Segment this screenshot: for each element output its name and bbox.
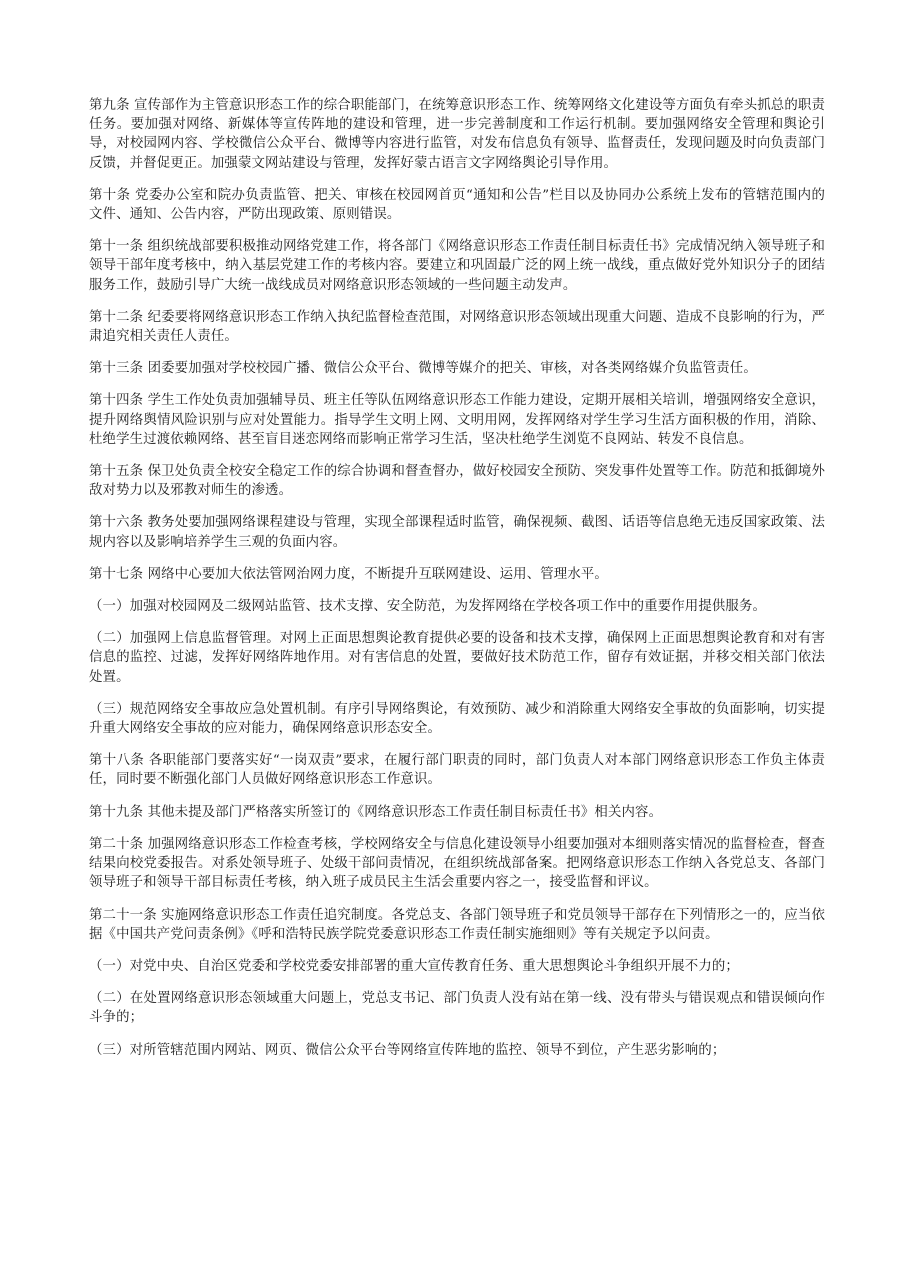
article-17: 第十七条 网络中心要加大依法管网治网力度，不断提升互联网建设、运用、管理水平。 — [89, 566, 608, 582]
article-12: 第十二条 纪委要将网络意识形态工作纳入执纪监督检查范围，对网络意识形态领域出现重大问题、造成不良影响的行为，严肃追究相关责任人责任。 — [89, 309, 825, 345]
article-21: 第二十一条 实施网络意识形态工作责任追究制度。各党总支、各部门领导班子和党员领导干部存在下列情形之一的，应当依据《中国共产党问责条例》《呼和浩特民族学院党委意识形态工作责任制实施细则》等有关规定予以问责。 — [89, 907, 825, 942]
article-9: 第九条 宣传部作为主管意识形态工作的综合职能部门，在统筹意识形态工作、统筹网络文化建设等方面负有牵头抓总的职责任务。要加强对网络、新媒体等宣传阵地的建设和管理，进一步完善制度和工作运行机制。要加强网络安全管理和舆论引导，对校园网内容、学校微信公众平台、微博等内容进行监管，对发布信息负有领导、监督责任，发现问题及时向负责部门反馈，并督促更正。加强蒙文网站建设与管理，发挥好蒙古语言文字网络舆论引导作用。 — [89, 98, 825, 171]
article-10: 第十条 党委办公室和院办负责监管、把关、审核在校园网首页“通知和公告”栏目以及协同办公系统上发布的管辖范围内的文件、通知、公告内容，严防出现政策、原则错误。 — [89, 187, 825, 223]
article-20: 第二十条 加强网络意识形态工作检查考核，学校网络安全与信息化建设领导小组要加强对本细则落实情况的监督检查，督查结果向校党委报告。对系处领导班子、处级干部问责情况，在组织统战部备案。把网络意识形态工作纳入各党总支、各部门领导班子和领导干部目标责任考核，纳入班子成员民主生活会重要内容之一，接受监督和评议。 — [89, 836, 825, 891]
article-19: 第十九条 其他未提及部门严格落实所签订的《网络意识形态工作责任制目标责任书》相关内容。 — [89, 804, 663, 820]
article-17-item-2: （二）加强网上信息监督管理。对网上正面思想舆论教育提供必要的设备和技术支撑，确保网上正面思想舆论教育和对有害信息的监控、过滤，发挥好网络阵地作用。对有害信息的处置，要做好技术防范工作，留存有效证据，并移交相关部门依法处置。 — [89, 631, 825, 685]
article-18: 第十八条 各职能部门要落实好“一岗双责”要求，在履行部门职责的同时，部门负责人对本部门网络意识形态工作负主体责任，同时要不断强化部门人员做好网络意识形态工作意识。 — [89, 753, 825, 788]
article-16: 第十六条 教务处要加强网络课程建设与管理，实现全部课程适时监管，确保视频、截图、话语等信息绝无违反国家政策、法规内容以及影响培养学生三观的负面内容。 — [89, 515, 825, 550]
article-15: 第十五条 保卫处负责全校安全稳定工作的综合协调和督查督办，做好校园安全预防、突发事件处置等工作。防范和抵御境外敌对势力以及邪教对师生的渗透。 — [89, 464, 825, 499]
article-21-item-3: （三）对所管辖范围内网站、网页、微信公众平台等网络宣传阵地的监控、领导不到位，产生恶劣影响的； — [89, 1042, 726, 1058]
article-14: 第十四条 学生工作处负责加强辅导员、班主任等队伍网络意识形态工作能力建设，定期开展相关培训，增强网络安全意识，提升网络舆情风险识别与应对处置能力。指导学生文明上网、文明用网，发挥网络对学生学习生活方面积极的作用，消除、杜绝学生过渡依赖网络、甚至盲目迷恋网络而影响正常学习生活，坚决杜绝学生浏览不良网站、转发不良信息。 — [89, 393, 825, 447]
article-11: 第十一条 组织统战部要积极推动网络党建工作，将各部门《网络意识形态工作责任制目标责任书》完成情况纳入领导班子和领导干部年度考核中，纳入基层党建工作的考核内容。要建立和巩固最广泛的网上统一战线，重点做好党外知识分子的团结服务工作，鼓励引导广大统一战线成员对网络意识形态领域的一些问题主动发声。 — [89, 239, 825, 293]
article-13: 第十三条 团委要加强对学校校园广播、微信公众平台、微博等媒介的把关、审核，对各类网络媒介负监管责任。 — [89, 361, 757, 377]
article-17-item-3: （三）规范网络安全事故应急处置机制。有序引导网络舆论，有效预防、减少和消除重大网络安全事故的负面影响，切实提升重大网络安全事故的应对能力，确保网络意识形态安全。 — [89, 701, 825, 737]
article-21-item-1: （一）对党中央、自治区党委和学校党委安排部署的重大宣传教育任务、重大思想舆论斗争组织开展不力的； — [89, 958, 739, 974]
document-page — [89, 96, 825, 1073]
article-21-item-2: （二）在处置网络意识形态领域重大问题上，党总支书记、部门负责人没有站在第一线、没有带头与错误观点和错误倾向作斗争的； — [89, 991, 825, 1026]
article-17-item-1: （一）加强对校园网及二级网站监管、技术支撑、安全防范，为发挥网络在学校各项工作中的重要作用提供服务。 — [89, 599, 767, 615]
